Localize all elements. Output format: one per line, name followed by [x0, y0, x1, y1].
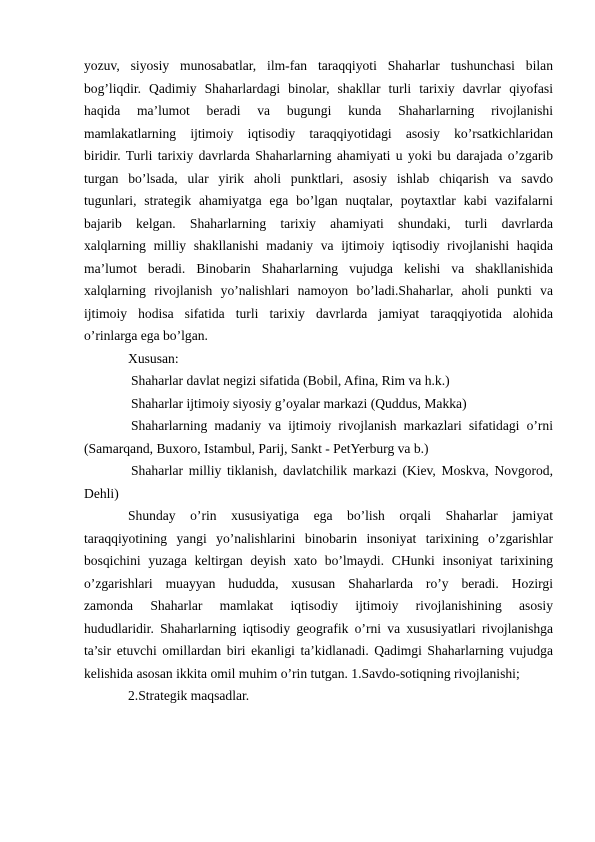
text-line: ma’lumot beradi. Binobarin Shaharlarning vujudga kelishi va shakllanishida	[84, 260, 553, 276]
text-line: ijtimoiy hodisa sifatida turli tarixiy davrlarda jamiyat taraqqiyotida alohida	[84, 305, 553, 321]
text-line: ta’sir etuvchi omillardan biri ekanligi ta’kidlanadi. Qadimgi Shaharlarning vujudga	[84, 643, 553, 658]
xususan-label: Xususan:	[128, 350, 179, 366]
list-item-milliy	[84, 460, 553, 505]
text-line: yozuv, siyosiy munosabatlar, ilm-fan taraqqiyoti Shaharlar tushunchasi bilan	[84, 58, 553, 73]
list-item-strategik: 2.Strategik maqsadlar.	[128, 688, 250, 703]
text-line: zamonda Shaharlar mamlakat iqtisodiy ijtimoiy rivojlanishining asosiy	[84, 598, 553, 613]
text-line: taraqqiyotining yangi yo’nalishlarini binobarin insoniyat tarixining o’zgarishlar	[84, 530, 553, 546]
text-line: biridir. Turli tarixiy davrlarda Shaharlarning ahamiyati u yoki bu darajada o’zgarib	[84, 148, 553, 163]
text-line: Shaharlar milliy tiklanish, davlatchilik markazi (Kiev, Moskva, Novgorod,	[131, 463, 553, 478]
text-line: Dehli)	[84, 485, 119, 501]
list-item-siyosiy: Shaharlar ijtimoiy siyosiy g’oyalar markazi (Quddus, Makka)	[131, 395, 467, 411]
paragraph-shunday	[84, 505, 553, 685]
text-line: Shaharlarning madaniy va ijtimoiy rivojlanish markazlari sifatidagi o’rni	[131, 418, 553, 433]
text-line: o’zgarishlari muayyan hududda, xususan Shaharlarda ro’y beradi. Hozirgi	[84, 575, 553, 591]
text-line: o’rinlarga ega bo’lgan.	[84, 328, 208, 343]
list-item-davlat: Shaharlar davlat negizi sifatida (Bobil, Afina, Rim va h.k.)	[131, 373, 450, 388]
text-line: bosqichini yuzaga keltirgan deyish xato bo’lmaydi. CHunki insoniyat tarixining	[84, 553, 553, 568]
text-line: (Samarqand, Buxoro, Istambul, Parij, Sankt - PetYerburg va b.)	[84, 440, 429, 456]
text-line: tugunlari, strategik ahamiyatga ega bo’lgan nuqtalar, poytaxtlar kabi vazifalarni	[84, 193, 553, 208]
text-line: bajarib kelgan. Shaharlarning tarixiy ahamiyati shundaki, turli davrlarda	[84, 215, 553, 231]
text-line: mamlakatlarning ijtimoiy iqtisodiy taraqqiyotidagi asosiy ko’rsatkichlaridan	[84, 125, 553, 141]
paragraph-intro	[84, 55, 553, 348]
text-line: kelishida asosan ikkita omil muhim o’rin tutgan. 1.Savdo-sotiqning rivojlanishi;	[84, 665, 520, 681]
document-page	[84, 55, 553, 708]
text-line: hududlaridir. Shaharlarning iqtisodiy geografik o’rni va xususiyatlari rivojlanishga	[84, 620, 553, 636]
text-line: bog’liqdir. Qadimiy Shaharlardagi binolar, shakllar turli tarixiy davrlar qiyofasi	[84, 80, 553, 96]
text-line: haqida ma’lumot beradi va bugungi kunda Shaharlarning rivojlanishi	[84, 103, 553, 118]
text-line: turgan bo’lsada, ular yirik aholi punktlari, asosiy ishlab chiqarish va savdo	[84, 170, 553, 186]
text-line: xalqlarning milliy shakllanishi madaniy va ijtimoiy iqtisodiy rivojlanishi haqida	[84, 238, 553, 253]
text-line: Shunday o’rin xususiyatiga ega bo’lish orqali Shaharlar jamiyat	[128, 508, 553, 523]
list-item-madaniy	[84, 415, 553, 460]
text-line: xalqlarning rivojlanish yo’nalishlari namoyon bo’ladi.Shaharlar, aholi punkti va	[84, 283, 553, 298]
